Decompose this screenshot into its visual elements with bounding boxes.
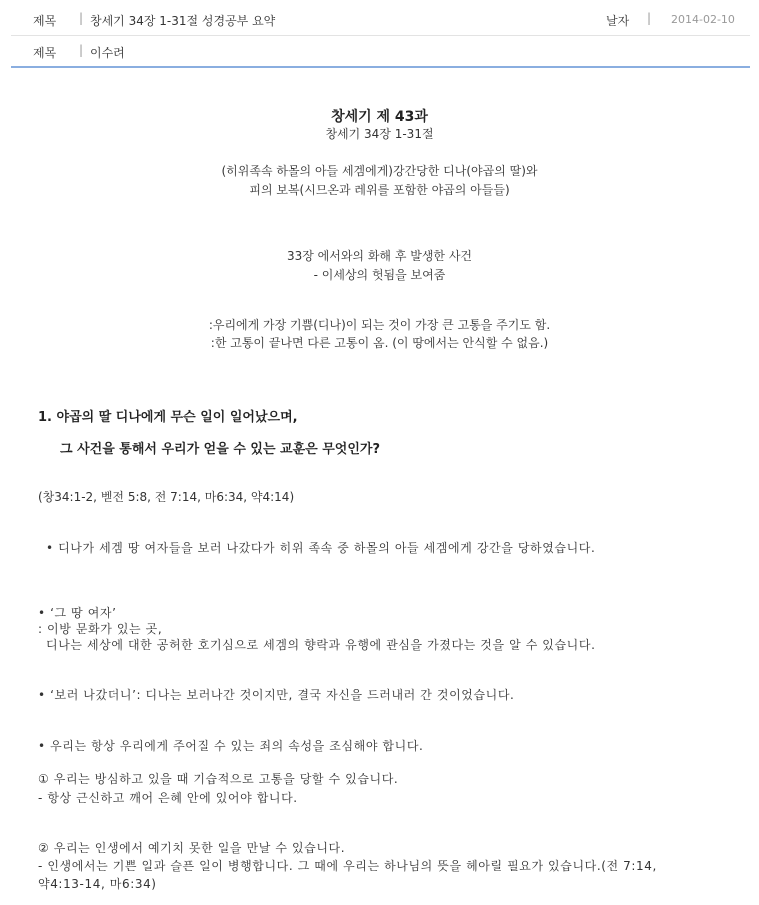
scripture-references: (창34:1-2, 벧전 5:8, 전 7:14, 마6:34, 약4:14) — [38, 490, 295, 504]
point-item: ② 우리는 인생에서 예기치 못한 일을 만날 수 있습니다. — [38, 841, 346, 855]
bullet-detail: : 이방 문화가 있는 곳, — [38, 622, 163, 636]
bullet-item: • 디나가 세겜 땅 여자들을 보러 나갔다가 히위 족속 중 하몰의 아들 세겜에게 강간을 당하였습니다. — [46, 541, 596, 555]
separator: | — [647, 11, 652, 25]
intro-line: (히위족속 하몰의 아들 세겜에게)강간당한 디나(야곱의 딸)와 — [221, 164, 538, 178]
question-heading: 그 사건을 통해서 우리가 얻을 수 있는 교훈은 무엇인가? — [60, 442, 381, 457]
author-value: 이수려 — [90, 46, 125, 60]
bullet-detail: 디나는 세상에 대한 공허한 호기심으로 세겜의 향락과 유행에 관심을 가졌다는 것을 알 수 있습니다. — [46, 638, 596, 652]
bullet-item: • ‘그 땅 여자’ — [38, 606, 117, 620]
bullet-item: • ‘보러 나갔더니’: 디나는 보러나간 것이지만, 결국 자신을 드러내러 간 것이었습니다. — [38, 688, 515, 702]
point-detail: 약4:13-14, 마6:34) — [38, 877, 157, 891]
bullet-item: • 우리는 항상 우리에게 주어질 수 있는 죄의 속성을 조심해야 합니다. — [38, 739, 424, 753]
date-value: 2014-02-10 — [671, 13, 735, 26]
page-subtitle: 창세기 34장 1-31절 — [325, 127, 434, 141]
event-line: 33장 에서와의 화해 후 발생한 사건 — [286, 249, 473, 263]
date-label: 날자 — [606, 14, 630, 28]
header-subject-row — [11, 0, 750, 36]
page-title: 창세기 제 43과 — [331, 109, 428, 125]
point-detail: - 인생에서는 기쁜 일과 슬픈 일이 병행합니다. 그 때에 우리는 하나님의 뜻을 헤아릴 필요가 있습니다.(전 7:14, — [38, 859, 657, 873]
separator: | — [79, 43, 84, 57]
note-line: :우리에게 가장 기쁨(디나)이 되는 것이 가장 큰 고통을 주기도 함. — [208, 318, 551, 332]
separator: | — [79, 11, 84, 25]
note-line: :한 고통이 끝나면 다른 고통이 옴. (이 땅에서는 안식할 수 없음.) — [210, 336, 549, 350]
author-label: 제목 — [33, 46, 57, 60]
subject-label: 제목 — [33, 14, 57, 28]
subject-value: 창세기 34장 1-31절 성경공부 요약 — [90, 14, 276, 28]
point-detail: - 항상 근신하고 깨어 은혜 안에 있어야 합니다. — [38, 791, 298, 805]
point-item: ① 우리는 방심하고 있을 때 기습적으로 고통을 당할 수 있습니다. — [38, 772, 399, 786]
intro-line: 피의 보복(시므온과 레위를 포함한 야곱의 아들들) — [249, 183, 510, 197]
header-author-row — [11, 36, 750, 68]
event-line: - 이세상의 헛됨을 보여줌 — [313, 268, 446, 282]
question-heading: 1. 야곱의 딸 디나에게 무슨 일이 일어났으며, — [38, 410, 298, 425]
